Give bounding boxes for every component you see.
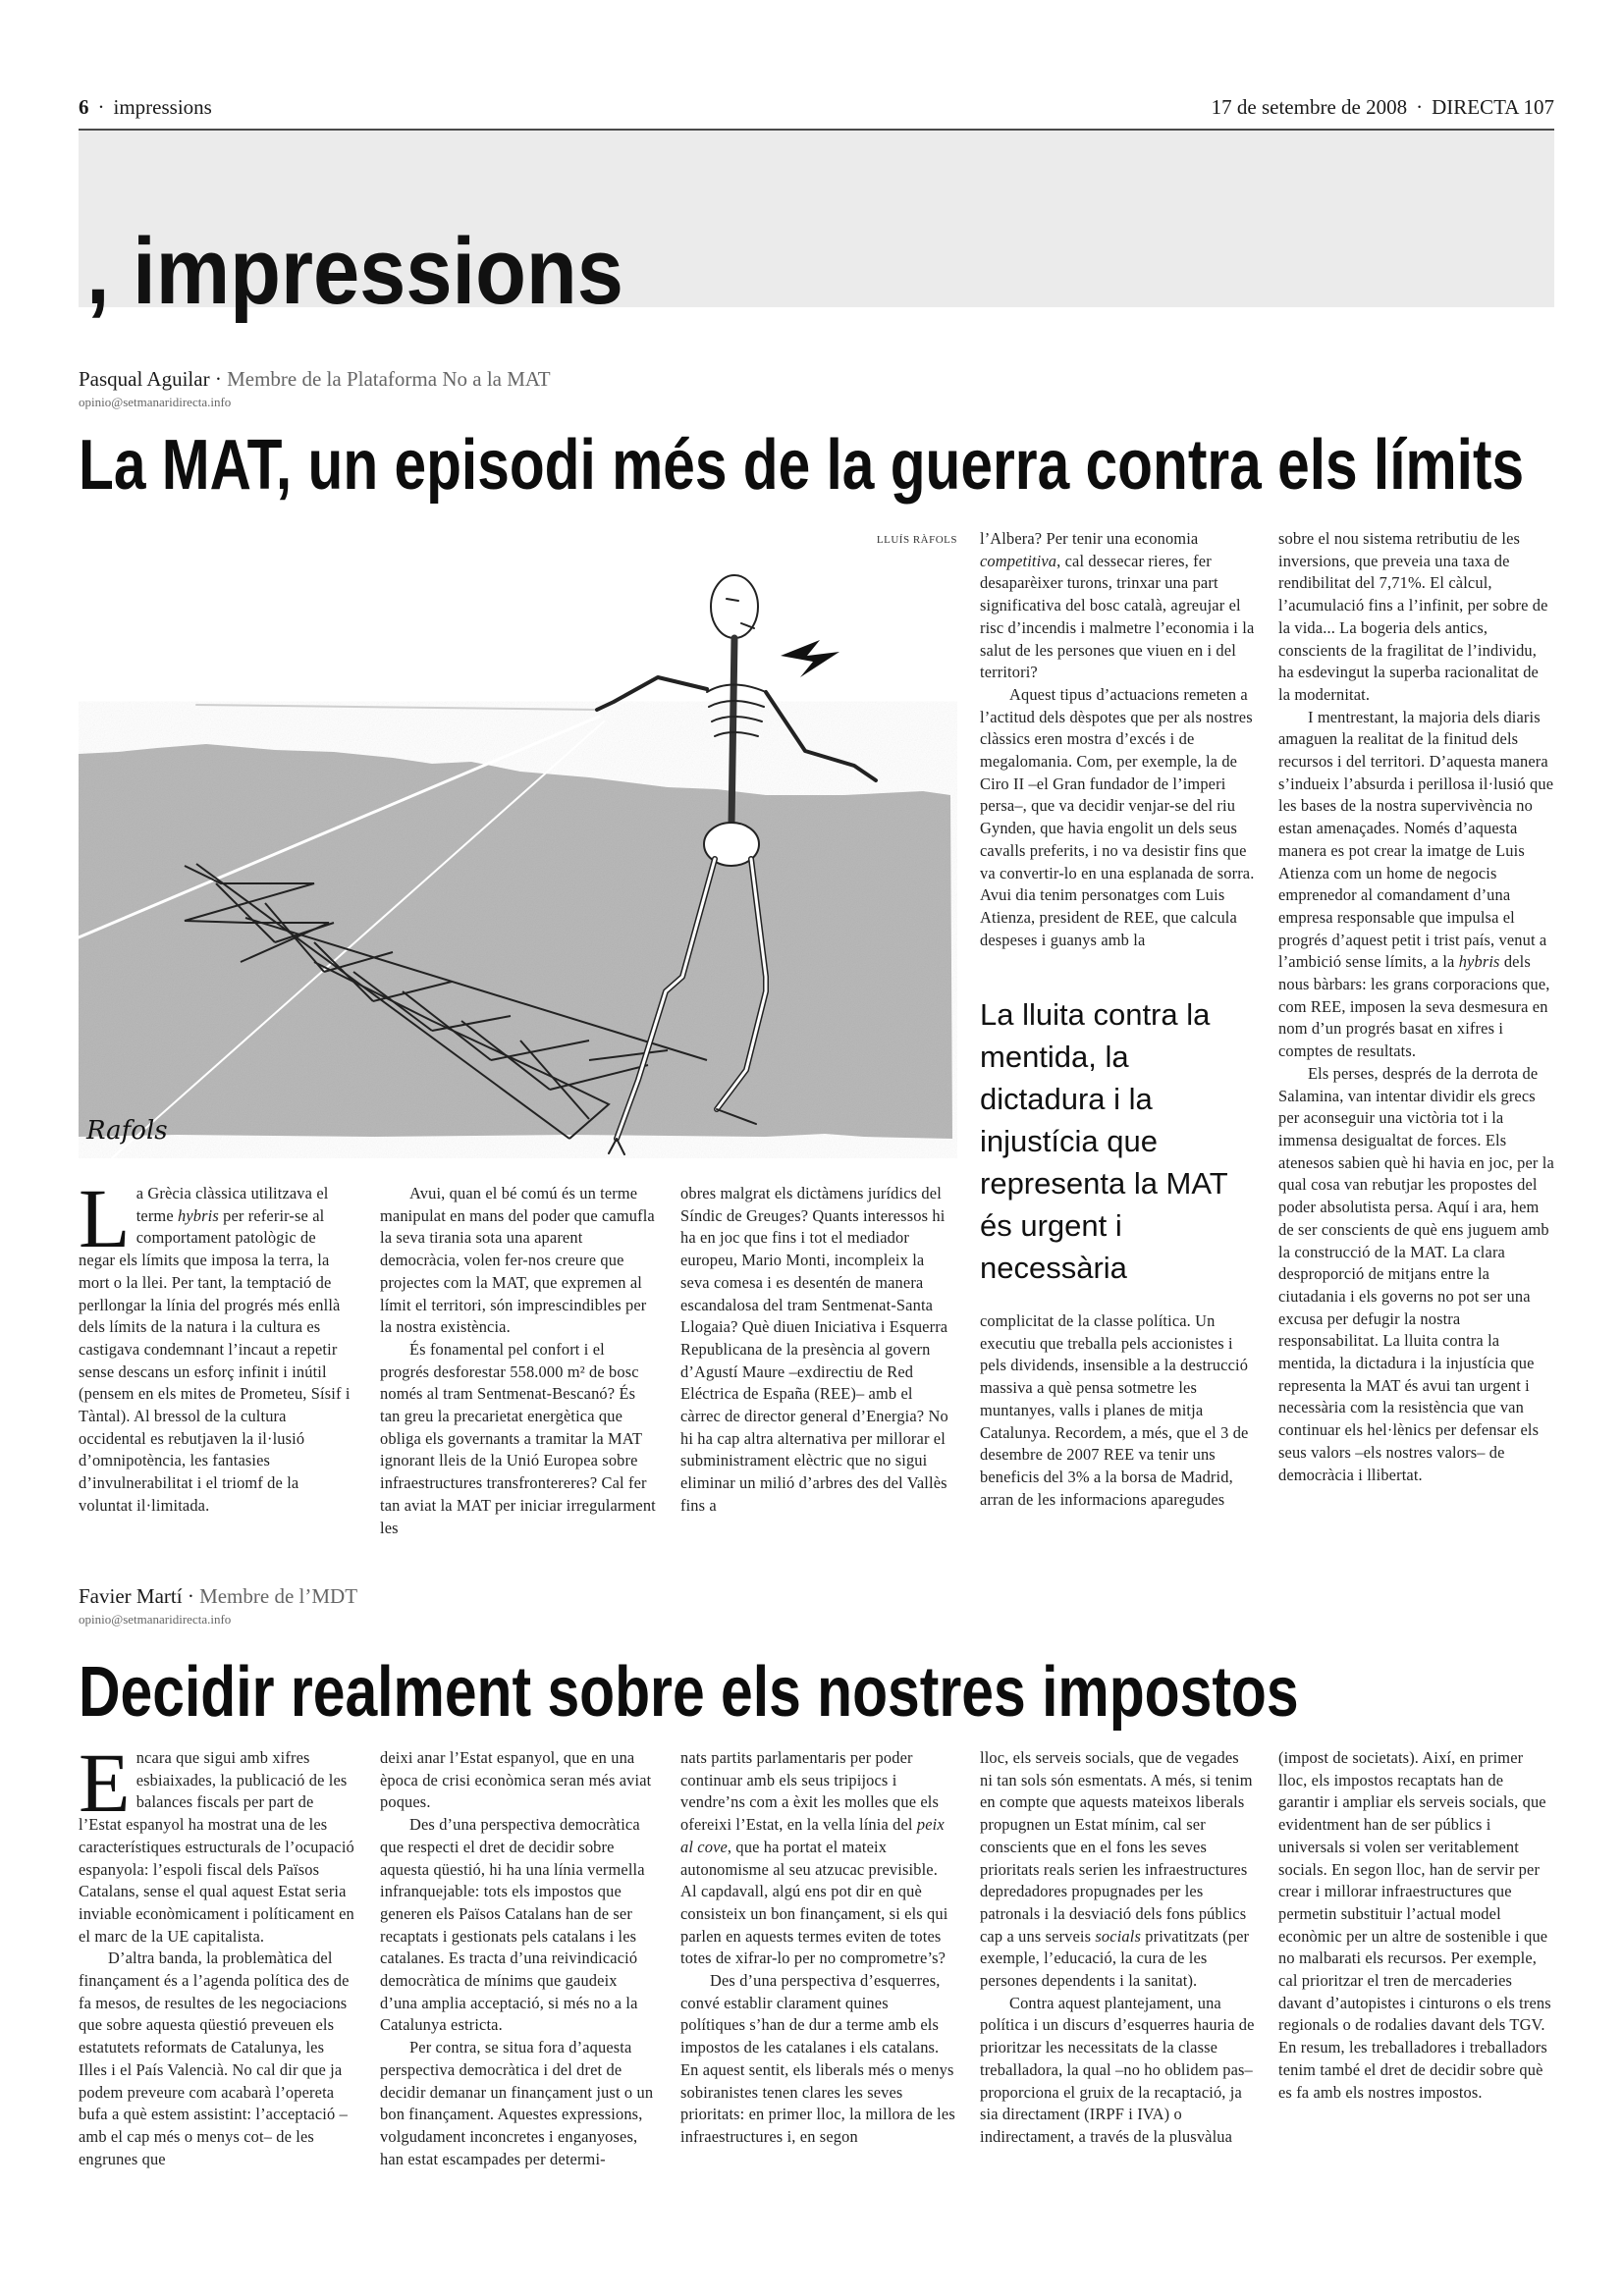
article-1-column-5	[1278, 528, 1554, 1486]
text-run: I mentrestant, la majoria dels diaris amaguen la realitat de la finitud dels recursos i del territori. D’aquesta manera s’indueix l’absurda i perillosa il·lusió que les bases de la nostra supervivència no estan amenaçades. Només d’aquesta manera es pot crear la imatge de Luis Atienza com un home de negocis emprenedor al comandament d’una empresa responsable que impulsa el progrés d’aquest petit i trist país, venut a l’ambició sense límits, a la	[1278, 707, 1554, 972]
cartoon-illustration	[79, 530, 957, 1158]
italic-text: competitiva	[980, 551, 1057, 570]
text-run: per referir-se al comportament patològic de negar els límits que imposa la terra, la mort o la llei. Per tant, la temptació de perllongar la línia del progrés més enllà dels límits de la natura i la cultura es castigava condemnant l’incaut a repetir sense descans un esforç infinit i inútil (pensem en els mites de Prometeu, Sísif i Tàntal). Al bressol de la cultura occidental es rebutjaven la il·lusió d’omnipotència, les fantasies d’invulnerabilitat i el triomf de la voluntat il·limitada.	[79, 1205, 351, 1515]
paragraph	[380, 2037, 656, 2170]
text-run: , que ha portat el mateix autonomisme al seu atzucac previsible. Al capdavall, algú ens pot dir en què consisteix un bon finançament, si els qui parlen en aquests termes eviten de totes totes de xifrar-lo per no comprometre’s?	[680, 1837, 948, 1968]
page-header-right	[1212, 94, 1554, 120]
text-run: Els perses, després de la derrota de Salamina, van intentar dividir els grecs per aconseguir una victòria tot i la immensa desigualtat de forces. Els atenesos sabien què hi havia en joc, per la qual cosa van rebutjar les propostes del poder absolutista persa. Aquí i ara, hem de ser conscients de què ens juguem amb la construcció de la MAT. La clara desproporció de mitjans entre la ciutadania i els governs no pot ser una excusa per defugir la nostra responsabilitat. La lluita contra la mentida, la dictadura i la injustícia que representa la MAT és avui tan urgent i necessària com la resistència que van continuar els hel·lènics per defensar els seus valors –els nostres valors– de democràcia i llibertat.	[1278, 1063, 1554, 1484]
paragraph	[680, 1183, 956, 1518]
text-run: nats partits parlamentaris per poder continuar amb els seus tripijocs i vendre’ns com a èxit les molles que els ofereixi l’Estat, en la vella línia del	[680, 1748, 940, 1835]
article-1-column-4-bottom	[980, 1310, 1256, 1511]
author-email[interactable]: opinio@setmanaridirecta.info	[79, 395, 232, 409]
page-header-left	[79, 94, 212, 120]
section-heading: , impressions	[86, 219, 623, 324]
author-role: Membre de la Plataforma No a la MAT	[227, 367, 551, 391]
article-2-column-3	[680, 1747, 956, 2149]
paragraph	[680, 1747, 956, 1970]
text-run: Avui, quan el bé comú és un terme manipulat en mans del poder que camufla la seva tirania sota una aparent democràcia, volen fer-nos creure que projectes com la MAT, que expremen al límit el territori, són imprescindibles per la nostra existència.	[380, 1184, 655, 1337]
article-2-column-4	[980, 1747, 1256, 2149]
author-email[interactable]: opinio@setmanaridirecta.info	[79, 1612, 232, 1627]
drop-cap: L	[79, 1171, 131, 1265]
text-run: D’altra banda, la problemàtica del finançament és a l’agenda política des de fa mesos, de resultes de les negociacions que sobre aquesta qüestió preveuen els estatutets reformats de Catalunya, les Illes i el País Valencià. No cal dir que ja podem preveure com acabarà l’opereta bufa a què estem assistint: l’acceptació –amb el cap més o menys cot– de les engrunes que	[79, 1949, 350, 2168]
article-1-column-4-top	[980, 528, 1256, 951]
paragraph	[380, 1339, 656, 1539]
article-2-title: Decidir realment sobre els nostres impostos	[79, 1653, 1299, 1732]
paragraph	[980, 1310, 1256, 1511]
italic-text: peix al cove	[680, 1815, 945, 1856]
drop-cap: E	[79, 1735, 131, 1830]
paragraph	[380, 1814, 656, 2037]
text-run: ncara que sigui amb xifres esbiaixades, la publicació de les balances fiscals per part de l’Estat espanyol ha mostrat una de les característiques estructurals de l’ocupació espanyola: l’espoli fiscal dels Països Catalans, sense el qual aquest Estat seria inviable econòmicament i políticament en el marc de la UE capitalista.	[79, 1748, 354, 1946]
text-run: complicitat de la classe política. Un executiu que treballa pels accionistes i pels dividends, insensible a la destrucció massiva a què pensa sotmetre les muntanyes, valls i planes de mitja Catalunya. Recordem, a més, que el 3 de desembre de 2007 REE va tenir uns beneficis del 3% a la borsa de Madrid, arran de les informacions aparegudes	[980, 1311, 1249, 1509]
text-run: obres malgrat els dictàmens jurídics del Síndic de Greuges? Quants interessos hi ha en joc que fins i tot el mediador europeu, Mario Monti, incompleix la seva comesa i es desentén de manera escandalosa del tram Sentmenat-Santa Llogaia? Què diuen Iniciativa i Esquerra Republicana de la presència al govern d’Agustí Maure –exdirectiu de Red Eléctrica de España (REE)– amb el càrrec de director general d’Energia? No hi ha cap altra alternativa per millorar el subministrament elèctric que no sigui eliminar un milió d’arbres des del Vallès fins a	[680, 1184, 948, 1515]
text-run: lloc, els serveis socials, que de vegades ni tan sols són esmentats. A més, si tenim en compte que aquests mateixos liberals propugnen un Estat mínim, cal ser conscients que en el fons les seves prioritats reals serien les infraestructures depredadores propugnades per les patronals i la desviació dels fons públics cap a uns serveis	[980, 1748, 1253, 1946]
page-number: 6	[79, 95, 89, 119]
paragraph	[1278, 528, 1554, 707]
artist-signature: Rafols	[86, 1116, 168, 1146]
text-run: , cal dessecar rieres, fer desaparèixer turons, trinxar una part significativa del bosc català, agreujar el risc d’incendis i malmetre l’economia i la salut de les persones que viuen en i del territori?	[980, 551, 1255, 682]
text-run: Des d’una perspectiva d’esquerres, convé establir clarament quines polítiques s’han de dur a terme amb els impostos de les catalanes i els catalans. En aquest sentit, els liberals més o menys sobiranistes tenen clares les seves prioritats: en primer lloc, la millora de les infraestructures i, en segon	[680, 1971, 955, 2146]
text-run: dels nous bàrbars: les grans corporacions que, com REE, imposen la seva desmesura en nom d’un progrés basat en xifres i comptes de resultats.	[1278, 952, 1550, 1061]
text-run: a Grècia clàssica utilitzava el terme	[135, 1184, 329, 1225]
paragraph	[79, 1171, 354, 1518]
author-name: Favier Martí	[79, 1584, 183, 1608]
paragraph	[79, 1948, 354, 2170]
article-2-column-2	[380, 1747, 656, 2170]
separator: ·	[187, 1584, 194, 1608]
paragraph	[380, 1747, 656, 1814]
separator: ·	[1416, 95, 1424, 119]
paragraph	[980, 1747, 1256, 1993]
article-2-column-1	[79, 1735, 354, 2170]
text-run: privatitzats (per exemple, l’educació, la cura de les persones dependents i la sanitat).	[980, 1926, 1250, 1991]
text-run: Aquest tipus d’actuacions remeten a l’actitud dels dèspotes que per als nostres clàssics eren mostra d’excés i de megalomania. Com, per exemple, la de Ciro II –el Gran fundador de l’imperi persa–, que va decidir venjar-se del riu Gynden, que havia engolit un dels seus cavalls preferits, i no va desistir fins que va convertir-lo en una esplanada de sorra. Avui dia tenim personatges com Luis Atienza, president de REE, que calcula despeses i guanys amb la	[980, 684, 1255, 949]
text-run: Contra aquest plantejament, una política i un discurs d’esquerres hauria de prioritzar les necessitats de la classe treballadora, la qual –no ho oblidem pas– proporciona el gruix de la recaptació, ja sia directament (IRPF i IVA) o indirectament, a través de la plusvàlua	[980, 1993, 1255, 2146]
section-name: impressions	[113, 95, 212, 119]
article-1-byline	[79, 366, 551, 392]
illustration-credit: LLUÍS RÀFOLS	[876, 534, 957, 546]
text-run: l’Albera? Per tenir una economia	[980, 529, 1199, 548]
article-2-byline	[79, 1583, 357, 1609]
article-1-title: La MAT, un episodi més de la guerra contra els límits	[79, 426, 1525, 505]
lightning-bolt-icon	[781, 640, 839, 677]
paragraph	[980, 684, 1256, 951]
issue-date: 17 de setembre de 2008	[1211, 95, 1408, 119]
author-name: Pasqual Aguilar	[79, 367, 210, 391]
text-run: Des d’una perspectiva democràtica que respecti el dret de decidir sobre aquesta qüestió, hi ha una línia vermella infranquejable: tots els impostos que generen els Països Catalans han de ser recaptats i gestionats pels catalans i les catalanes. Es tracta d’una reivindicació democràtica de mínims que gaudeix d’una amplia acceptació, si més no a la Catalunya estricta.	[380, 1815, 645, 2035]
italic-text: hybris	[1458, 952, 1500, 972]
author-role: Membre de l’MDT	[199, 1584, 358, 1608]
text-run: sobre el nou sistema retributiu de les inversions, que preveia una taxa de rendibilitat del 7,71%. El càlcul, l’acumulació fins a l’infinit, per sobre de la vida... La bogeria dels antics, conscients de la fragilitat de l’individu, ha esdevingut la superba racionalitat de la modernitat.	[1278, 529, 1548, 704]
text-run: Per contra, se situa fora d’aquesta perspectiva democràtica i del dret de decidir demanar un finançament just o un bon finançament. Aquestes expressions, volgudament inconcretes i enganyoses, han estat escampades per determi-	[380, 2038, 654, 2168]
paragraph	[380, 1183, 656, 1339]
paragraph	[1278, 1747, 1554, 2104]
article-1-column-1	[79, 1171, 354, 1518]
article-1-column-3	[680, 1183, 956, 1518]
text-run: És fonamental pel confort i el progrés desforestar 558.000 m² de bosc només al tram Sentmenat-Bescanó? És tan greu la precarietat energètica que obliga els governants a tramitar la MAT ignorant lleis de la Unió Europea sobre infraestructures transfrontereres? Cal fer tan aviat la MAT per iniciar irregularment les	[380, 1339, 656, 1537]
paragraph	[980, 1993, 1256, 2149]
article-1-column-2	[380, 1183, 656, 1539]
text-run: deixi anar l’Estat espanyol, que en una època de crisi econòmica seran més aviat poques.	[380, 1748, 652, 1812]
paragraph	[680, 1970, 956, 2149]
paragraph	[1278, 1063, 1554, 1486]
text-run: (impost de societats). Així, en primer lloc, els impostos recaptats han de garantir i ampliar els serveis socials, que evidentment han de ser públics i universals si volen ser veritablement socials. En segon lloc, han de servir per crear i millorar infraestructures que permetin substituir l’actual model econòmic per un altre de sostenible i que no malbarati els recursos. Per exemple, cal prioritzar el tren de mercaderies davant d’autopistes i cinturons o els trens regionals o de rodalies davant dels TGV. En resum, les treballadores i treballadors tenim també el dret de decidir sobre què es fa amb els nostres impostos.	[1278, 1748, 1551, 2102]
separator: ·	[97, 95, 105, 119]
article-2-column-5	[1278, 1747, 1554, 2104]
paragraph	[79, 1735, 354, 1948]
separator: ·	[214, 367, 222, 391]
paragraph	[1278, 707, 1554, 1063]
italic-text: hybris	[178, 1205, 219, 1225]
paragraph	[980, 528, 1256, 684]
pull-quote: La lluita contra la mentida, la dictadura i la injustícia que representa la MAT és urgent i necessària	[980, 997, 1228, 1285]
italic-text: socials	[1095, 1926, 1141, 1946]
publication-issue: DIRECTA 107	[1432, 95, 1554, 119]
